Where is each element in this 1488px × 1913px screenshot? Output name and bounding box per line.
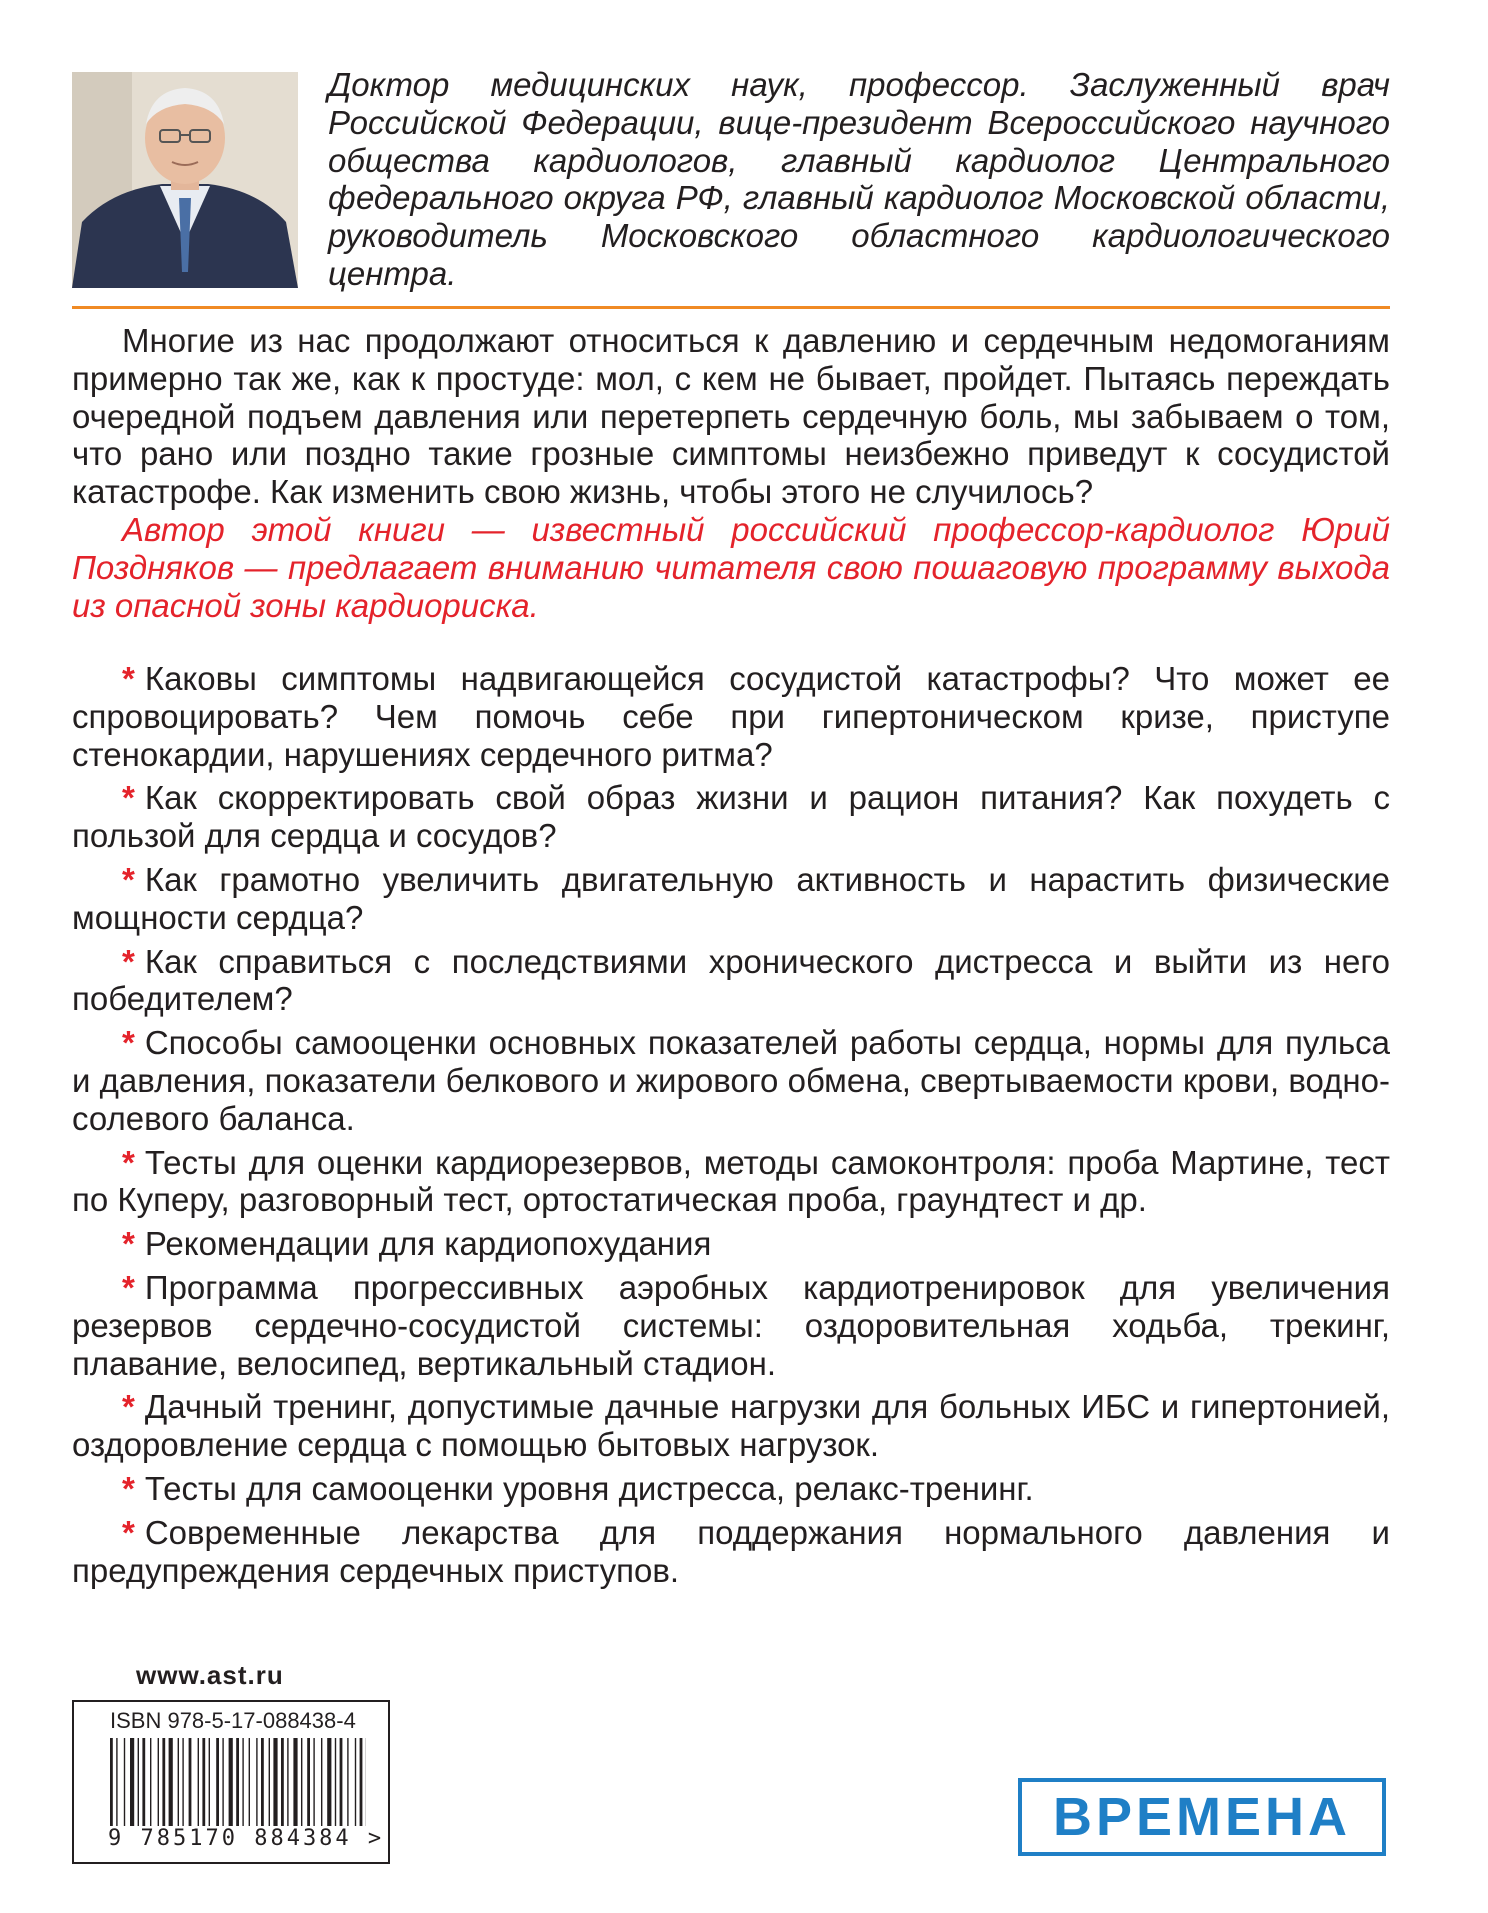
barcode-bar (313, 1738, 314, 1832)
barcode-bar (130, 1738, 134, 1832)
barcode-bar (360, 1738, 363, 1832)
intro-section (72, 322, 1390, 624)
asterisk-icon: * (122, 1024, 135, 1062)
bullet-item (72, 943, 1390, 1019)
asterisk-icon: * (122, 1225, 135, 1263)
barcode-bar (347, 1738, 348, 1832)
barcode-bar (293, 1738, 297, 1832)
barcode-bar (340, 1738, 343, 1832)
barcode-bar (321, 1738, 322, 1832)
barcode-bar (301, 1738, 302, 1832)
bullet-item (72, 861, 1390, 937)
barcode-bar (327, 1738, 331, 1832)
bullet-text: Как грамотно увеличить двигательную активность и нарастить физические мощности сердца? (72, 860, 1390, 936)
asterisk-icon: * (122, 942, 135, 980)
bullet-item (72, 1144, 1390, 1220)
asterisk-icon: * (122, 779, 135, 817)
bullet-item (72, 1514, 1390, 1590)
ean-digits: 9 785170 884384 > (108, 1826, 385, 1851)
asterisk-icon: * (122, 1469, 135, 1507)
bullet-item (72, 660, 1390, 773)
barcode-bar (110, 1738, 113, 1832)
barcode-bar (269, 1738, 270, 1832)
bullet-item (72, 1470, 1390, 1508)
intro-paragraph: Многие из нас продолжают относиться к давлению и сердечным недомоганиям примерно так же, как к простуде: мол, с кем не бывает, пройдет. Пытаясь переждать очередной подъем давления или перетерпеть сердечную боль, мы забываем о том, что рано или поздно такие грозные симптомы неизбежно приведут к сосудистой катастрофе. Как изменить свою жизнь, чтобы этого не случилось? (72, 322, 1390, 511)
bullet-text: Программа прогрессивных аэробных кардиотренировок для увеличения резервов сердечно-сосудистой системы: оздоровительная ходьба, трекинг, плавание, велосипед, вертикальный стадион. (72, 1268, 1390, 1382)
asterisk-icon: * (122, 1143, 135, 1181)
barcode-image (110, 1738, 366, 1832)
barcode-bar (261, 1738, 264, 1832)
bullet-item (72, 1225, 1390, 1263)
bullet-text: Тесты для оценки кардиорезервов, методы самоконтроля: проба Мартине, тест по Куперу, разговорный тест, ортостатическая проба, граундтест и др. (72, 1143, 1390, 1219)
asterisk-icon: * (122, 1388, 135, 1426)
author-photo (72, 72, 298, 288)
bullet-item (72, 1269, 1390, 1382)
author-bio: Доктор медицинских наук, профессор. Заслуженный врач Российской Федерации, вице-президент Всероссийского научного общества кардиологов, главный кардиолог Центрального федерального округа РФ, главный кардиолог Московской области, руководитель Московского областного кардиологического центра. (328, 66, 1390, 292)
isbn-label: ISBN 978-5-17-088438-4 (110, 1708, 356, 1733)
barcode-bar (202, 1738, 205, 1832)
barcode-bar (335, 1738, 336, 1832)
barcode-bar (236, 1738, 239, 1832)
barcode-bar (189, 1738, 192, 1832)
barcode-bar (242, 1738, 243, 1832)
barcode-bar (138, 1738, 139, 1832)
bullet-item (72, 779, 1390, 855)
barcode-bar (249, 1738, 250, 1832)
bullet-text: Дачный тренинг, допустимые дачные нагрузки для больных ИБС и гипертонией, оздоровление сердца с помощью бытовых нагрузок. (72, 1388, 1390, 1464)
barcode-block (72, 1700, 390, 1864)
barcode-bar (150, 1738, 151, 1832)
publisher-logo-text: ВРЕМЕНА (1052, 1787, 1352, 1847)
bullet-text: Современные лекарства для поддержания нормального давления и предупреждения сердечных приступов. (72, 1513, 1390, 1589)
barcode-bar (124, 1738, 125, 1832)
bullet-text: Рекомендации для кардиопохудания (144, 1225, 712, 1263)
bullet-list (72, 660, 1390, 1595)
barcode-bar (178, 1738, 179, 1832)
barcode-bar (256, 1738, 257, 1832)
website-url: www.ast.ru (136, 1660, 284, 1690)
barcode-bar (142, 1738, 145, 1832)
barcode-bar (287, 1738, 288, 1832)
barcode-bar (169, 1738, 173, 1832)
barcode-bar (116, 1738, 117, 1832)
divider-rule (72, 306, 1390, 309)
barcode-bar (198, 1738, 199, 1832)
bullet-text: Каковы симптомы надвигающейся сосудистой катастрофы? Что может ее спровоцировать? Чем помочь себе при гипертоническом кризе, приступе стенокардии, нарушениях сердечного ритма? (72, 660, 1390, 773)
highlight-paragraph: Автор этой книги — известный российский профессор-кардиолог Юрий Поздняков — предлагает вниманию читателя свою пошаговую программу выхода из опасной зоны кардиориска. (72, 510, 1390, 624)
barcode-bar (182, 1738, 183, 1832)
bullet-text: Способы самооценки основных показателей работы сердца, нормы для пульса и давления, показатели белкового и жирового обмена, свертываемости крови, водно-солевого баланса. (72, 1024, 1390, 1137)
asterisk-icon: * (122, 1513, 135, 1551)
asterisk-icon: * (122, 1268, 135, 1306)
asterisk-icon: * (122, 860, 135, 898)
barcode-bar (158, 1738, 159, 1832)
bullet-item (72, 1388, 1390, 1464)
barcode-bar (229, 1738, 233, 1832)
bullet-text: Как справиться с последствиями хронического дистресса и выйти из него победителем? (72, 942, 1390, 1018)
barcode-bar (222, 1738, 223, 1832)
barcode-bar (162, 1738, 165, 1832)
author-portrait-image (72, 72, 298, 288)
barcode-bar (209, 1738, 210, 1832)
asterisk-icon: * (122, 660, 135, 697)
barcode-bar (281, 1738, 284, 1832)
barcode-bar (216, 1738, 219, 1832)
bullet-text: Как скорректировать свой образ жизни и рацион питания? Как похудеть с пользой для сердца и сосудов? (72, 779, 1390, 855)
publisher-logo (1018, 1778, 1386, 1856)
barcode-bar (273, 1738, 277, 1832)
barcode-bar (355, 1738, 356, 1832)
bullet-item (72, 1024, 1390, 1137)
barcode-bar (307, 1738, 310, 1832)
bullet-text: Тесты для самооценки уровня дистресса, релакс-тренинг. (144, 1469, 1034, 1507)
